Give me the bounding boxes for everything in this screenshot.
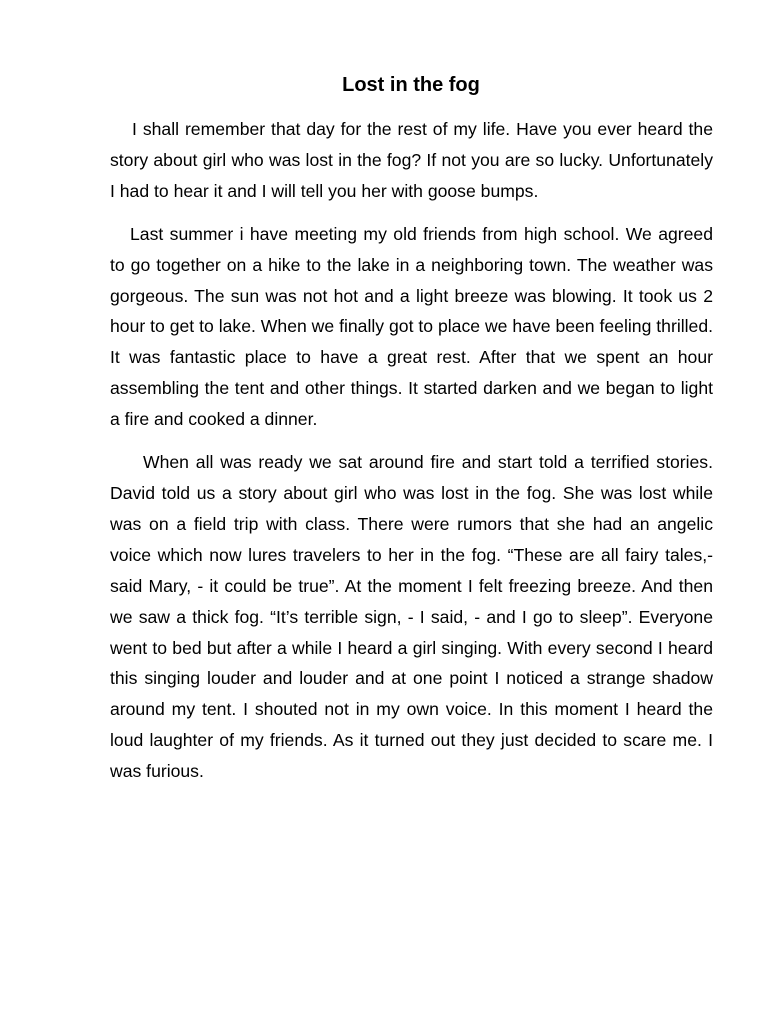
- document-title: Lost in the fog: [342, 74, 480, 96]
- paragraph-3: When all was ready we sat around fire and start told a terrified stories. David told us a story about girl who was lost in the fog. She was lost while was on a field trip with class. There were rumors that she had an angelic voice which now lures travelers to her in the fog. “These are all fairy tales,-said Mary, - it could be true”. At the moment I felt freezing breeze. And then we saw a thick fog. “It’s terrible sign, - I said, - and I go to sleep”. Everyone went to bed but after a while I heard a girl singing. With every second I heard this singing louder and louder and at one point I noticed a strange shadow around my tent. I shouted not in my own voice. In this moment I heard the loud laughter of my friends. As it turned out they just decided to scare me. I was furious.: [110, 452, 713, 782]
- paragraph-1: I shall remember that day for the rest of my life. Have you ever heard the story about girl who was lost in the fog? If not you are so lucky. Unfortunately I had to hear it and I will tell you her with goose bumps.: [110, 119, 713, 201]
- document-body: [110, 114, 713, 799]
- paragraph-2: Last summer i have meeting my old friends from high school. We agreed to go together on a hike to the lake in a neighboring town. The weather was gorgeous. The sun was not hot and a light breeze was blowing. It took us 2 hour to get to lake. When we finally got to place we have been feeling thrilled. It was fantastic place to have a great rest. After that we spent an hour assembling the tent and other things. It started darken and we began to light a fire and cooked a dinner.: [110, 223, 713, 430]
